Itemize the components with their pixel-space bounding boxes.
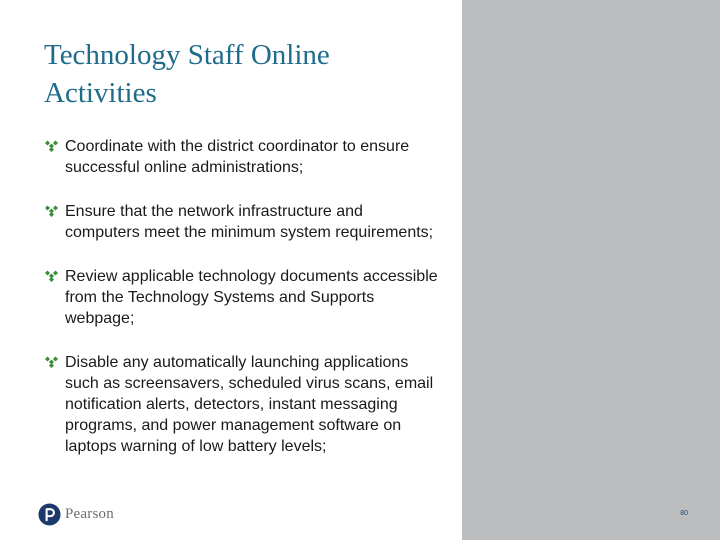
right-gray-panel (462, 0, 720, 540)
slide-title: Technology Staff Online Activities (44, 39, 330, 109)
bullet-item (44, 201, 439, 243)
logo-text: Pearson (65, 505, 114, 522)
diamond-bullet-icon (44, 270, 59, 283)
diamond-bullet-icon (44, 205, 59, 218)
diamond-bullet-icon (44, 140, 59, 153)
bullet-list (44, 136, 439, 457)
bullet-text: Review applicable technology documents accessible from the Technology Systems and Supports webpage; (65, 268, 438, 327)
bullet-text: Disable any automatically launching applications such as screensavers, scheduled virus scans, email notification alerts, detectors, instant messaging programs, and power management software on laptops warning of low battery levels; (65, 354, 434, 455)
bullet-item (44, 352, 439, 457)
bullet-text: Ensure that the network infrastructure and computers meet the minimum system requirements; (65, 203, 434, 241)
pearson-logo (38, 502, 114, 526)
bullet-item (44, 136, 439, 178)
diamond-bullet-icon (44, 356, 59, 369)
page-number: 80 (680, 510, 688, 517)
bullet-text: Coordinate with the district coordinator to ensure successful online administrations; (65, 138, 410, 176)
bullet-item (44, 266, 439, 329)
pearson-logo-icon (38, 503, 61, 526)
